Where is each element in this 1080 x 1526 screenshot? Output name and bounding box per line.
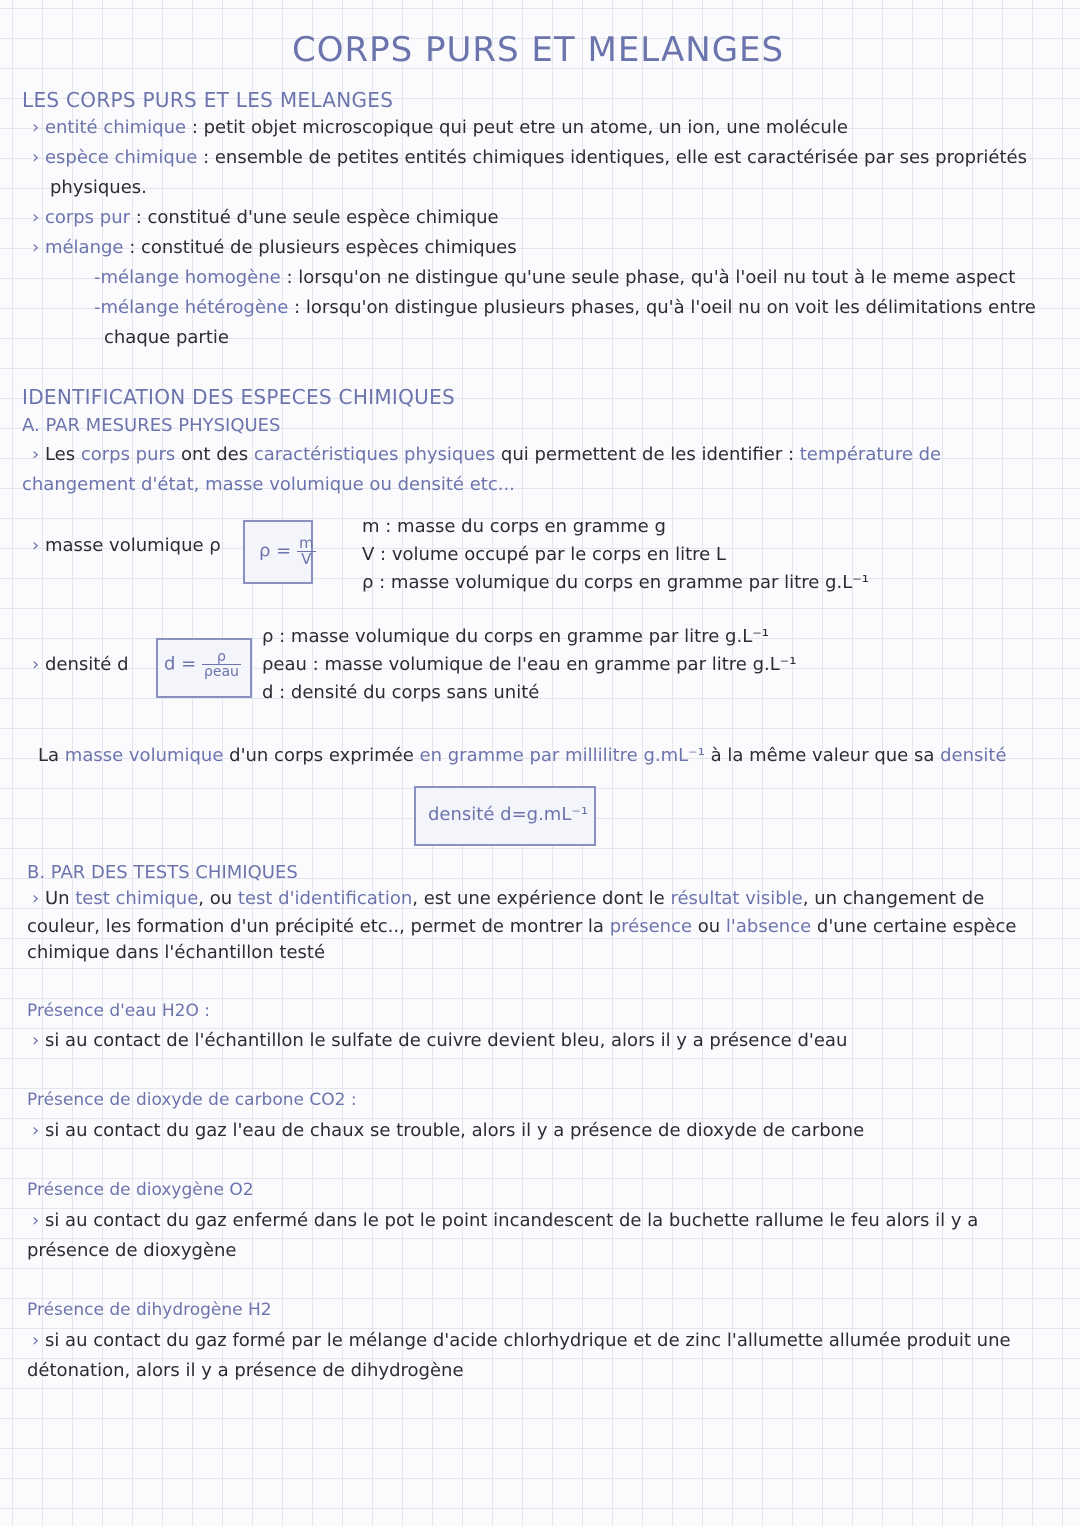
term: test d'identification xyxy=(237,888,413,909)
denominator: ρeau xyxy=(203,664,239,680)
text: d'une certaine espèce xyxy=(811,916,1017,937)
label: masse volumique ρ xyxy=(44,535,221,556)
definition: : lorsqu'on distingue plusieurs phases, qu'à l'oeil nu on voit les délimitations entre xyxy=(288,297,1036,318)
text: , un changement de xyxy=(802,888,985,909)
text: si au contact de l'échantillon le sulfate de cuivre devient bleu, alors il y a présence d'eau xyxy=(44,1030,848,1051)
text: , est une expérience dont le xyxy=(412,888,671,909)
definition: : lorsqu'on ne distingue qu'une seule phase, qu'à l'oeil nu tout à le meme aspect xyxy=(280,267,1016,288)
text: à la même valeur que sa xyxy=(704,745,941,766)
definition: : petit objet microscopique qui peut etre un atome, un ion, une molécule xyxy=(186,117,848,138)
test-line-eau xyxy=(32,1030,847,1051)
list-item-melange xyxy=(32,237,517,258)
chevron-icon: › xyxy=(32,117,40,138)
note-masse-densite xyxy=(38,745,1007,766)
sub-item-homogene xyxy=(94,267,1015,288)
subsection-heading-tests: B. PAR DES TESTS CHIMIQUES xyxy=(27,862,298,883)
chevron-icon: › xyxy=(32,535,40,556)
text: couleur, les formation d'un précipité etc.., permet de montrer la xyxy=(27,916,610,937)
page-title: CORPS PURS ET MELANGES xyxy=(292,30,785,70)
term: mélange homogène xyxy=(100,267,281,288)
term: test chimique xyxy=(75,888,199,909)
bullet-icon: - xyxy=(94,267,101,288)
tests-intro-line-2 xyxy=(27,916,1016,937)
section-heading-identification: IDENTIFICATION DES ESPECES CHIMIQUES xyxy=(22,385,456,409)
chevron-icon: › xyxy=(32,237,40,258)
chevron-icon: › xyxy=(32,1330,40,1351)
term: mélange hétérogène xyxy=(100,297,289,318)
chevron-icon: › xyxy=(32,207,40,228)
list-item-espece xyxy=(32,147,1027,168)
term: mélange xyxy=(44,237,124,258)
densite-formula-box xyxy=(156,638,252,698)
sub-item-heterogene xyxy=(94,297,1036,318)
text: qui permettent de les identifier : xyxy=(495,444,800,465)
intro-line-2: changement d'état, masse volumique ou densité etc... xyxy=(22,474,515,495)
test-title-h2: Présence de dihydrogène H2 xyxy=(27,1300,272,1320)
term: densité xyxy=(940,745,1007,766)
tests-intro-line-1 xyxy=(32,888,984,909)
term: corps purs xyxy=(80,444,176,465)
test-line-co2 xyxy=(32,1120,864,1141)
densite-def-d: d : densité du corps sans unité xyxy=(262,682,540,703)
label: densité d xyxy=(44,654,129,675)
term: caractéristiques physiques xyxy=(253,444,496,465)
section-heading-corps-purs: LES CORPS PURS ET LES MELANGES xyxy=(22,88,394,112)
chevron-icon: › xyxy=(32,1120,40,1141)
text: Un xyxy=(44,888,76,909)
text: d'un corps exprimée xyxy=(223,745,420,766)
text: si au contact du gaz formé par le mélange d'acide chlorhydrique et de zinc l'allumette allumée produit une xyxy=(44,1330,1011,1351)
test-line-h2 xyxy=(32,1330,1011,1351)
densite-unit: densité d=g.mL⁻¹ xyxy=(428,804,589,825)
densite-label xyxy=(32,654,129,675)
masse-def-v: V : volume occupé par le corps en litre L xyxy=(362,544,726,565)
numerator: ρ xyxy=(202,650,241,665)
masse-formula-box xyxy=(243,520,313,584)
term: température de xyxy=(799,444,942,465)
densite-def-rhoeau: ρeau : masse volumique de l'eau en gramme par litre g.L⁻¹ xyxy=(262,654,797,675)
chevron-icon: › xyxy=(32,654,40,675)
term: en gramme par millilitre g.mL⁻¹ xyxy=(419,745,705,766)
test-title-eau: Présence d'eau H2O : xyxy=(27,1001,210,1021)
intro-line-1 xyxy=(32,444,941,465)
numerator: m xyxy=(298,534,314,552)
definition: : constitué d'une seule espèce chimique xyxy=(130,207,499,228)
chevron-icon: › xyxy=(32,444,40,465)
densite-unit-box xyxy=(414,786,596,846)
term: espèce chimique xyxy=(44,147,198,168)
list-item-entite xyxy=(32,117,848,138)
list-item-corps-pur xyxy=(32,207,499,228)
text: ont des xyxy=(175,444,254,465)
tests-intro-line-3: chimique dans l'échantillon testé xyxy=(27,942,326,963)
text: ou xyxy=(692,916,726,937)
formula-lhs: d = xyxy=(164,653,197,675)
test-line-o2 xyxy=(32,1210,978,1231)
chevron-icon: › xyxy=(32,1210,40,1231)
masse-def-rho: ρ : masse volumique du corps en gramme par litre g.L⁻¹ xyxy=(362,572,869,593)
text: , ou xyxy=(198,888,238,909)
masse-volumique-label xyxy=(32,535,221,556)
subsection-heading-mesures: A. PAR MESURES PHYSIQUES xyxy=(22,415,281,436)
test-title-o2: Présence de dioxygène O2 xyxy=(27,1180,254,1200)
densite-def-rho: ρ : masse volumique du corps en gramme par litre g.L⁻¹ xyxy=(262,626,769,647)
term: l'absence xyxy=(725,916,812,937)
chevron-icon: › xyxy=(32,1030,40,1051)
test-title-co2: Présence de dioxyde de carbone CO2 : xyxy=(27,1090,357,1110)
denominator: V xyxy=(301,550,312,568)
term: présence xyxy=(609,916,693,937)
list-item-espece-cont: physiques. xyxy=(50,177,147,198)
term: masse volumique xyxy=(64,745,224,766)
text: si au contact du gaz l'eau de chaux se trouble, alors il y a présence de dioxyde de carbone xyxy=(44,1120,865,1141)
text: si au contact du gaz enfermé dans le pot le point incandescent de la buchette rallume le feu alors il y a xyxy=(44,1210,979,1231)
definition: : constitué de plusieurs espèces chimiques xyxy=(123,237,517,258)
test-line-h2-cont: détonation, alors il y a présence de dihydrogène xyxy=(27,1360,464,1381)
masse-def-m: m : masse du corps en gramme g xyxy=(362,516,666,537)
text: La xyxy=(38,745,65,766)
chevron-icon: › xyxy=(32,888,40,909)
text: Les xyxy=(44,444,81,465)
formula-lhs: ρ = xyxy=(259,540,292,562)
term: entité chimique xyxy=(44,117,187,138)
chevron-icon: › xyxy=(32,147,40,168)
term: résultat visible xyxy=(670,888,803,909)
definition: : ensemble de petites entités chimiques identiques, elle est caractérisée par ses propriétés xyxy=(197,147,1027,168)
test-line-o2-cont: présence de dioxygène xyxy=(27,1240,237,1261)
bullet-icon: - xyxy=(94,297,101,318)
sub-item-heterogene-cont: chaque partie xyxy=(104,327,229,348)
term: corps pur xyxy=(44,207,131,228)
